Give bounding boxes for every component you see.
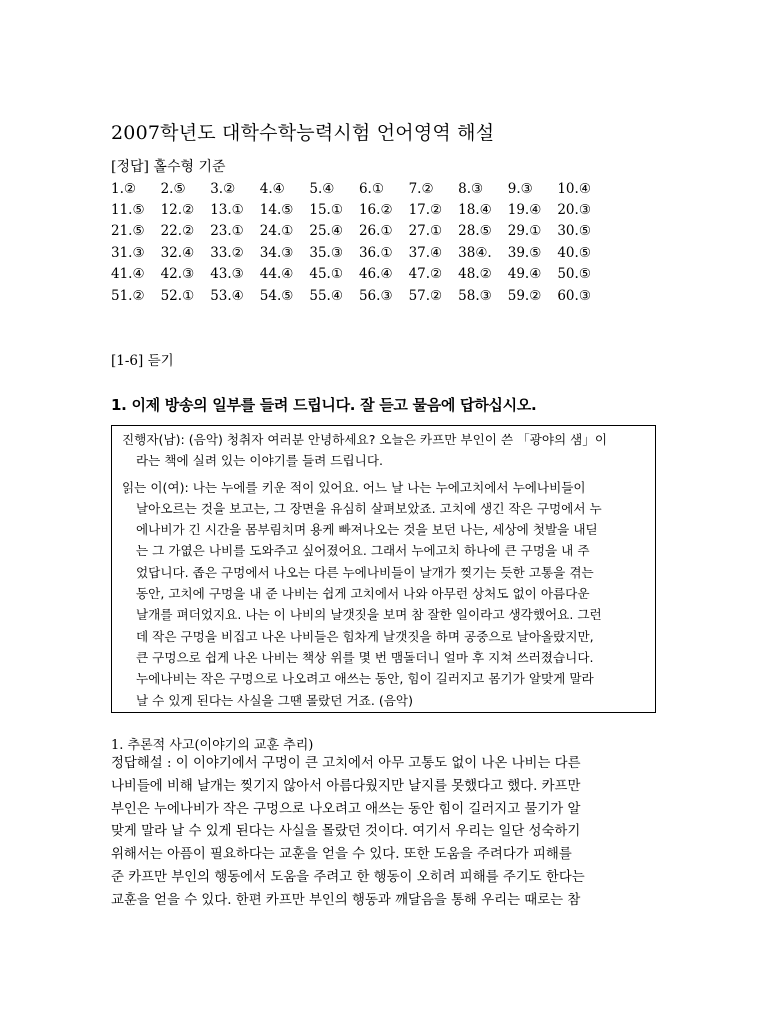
answer-cell: 13.① [210,202,244,219]
passage-line: 진행자(남): (음악) 청취자 여러분 안녕하세요? 오늘은 카프만 부인이 쓴 「광야의 샘」이 [122,432,608,447]
answer-cell: 16.② [358,202,393,219]
answer-row [111,242,607,263]
answer-cell: 46.④ [358,266,393,283]
answer-cell: 51.② [111,287,145,304]
passage-line: 읽는 이(여): 나는 누에를 키운 적이 있어요. 어느 날 나는 누에고치에서 누에나비들이 [122,479,586,495]
answer-cell: 41.④ [111,266,145,283]
answer-cell: 15.① [309,202,343,219]
answer-cell: 3.② [210,180,236,197]
answer-cell: 47.② [408,266,443,283]
answer-cell: 60.③ [557,287,591,304]
answer-cell: 18.④ [458,202,492,219]
explanation-line: 준 카프만 부인의 행동에서 도움을 주려고 한 행동이 오히려 피해를 주기도 한다는 [111,869,585,885]
passage-line: 큰 구멍으로 쉽게 나온 나비는 책상 위를 몇 번 맴돌더니 얼마 후 지쳐 쓰러졌습니다. [136,649,594,665]
answer-cell: 24.① [259,223,294,240]
answer-cell: 14.⑤ [259,202,294,219]
answer-cell: 44.④ [259,266,294,283]
answer-cell: 10.④ [557,180,591,197]
answer-row [111,199,607,220]
answer-cell: 57.② [408,287,443,304]
answer-cell: 40.⑤ [557,244,591,261]
passage-box [111,425,656,713]
answer-cell: 45.① [309,266,343,283]
answer-cell: 9.③ [507,180,533,197]
answer-cell: 43.③ [210,266,244,283]
answer-cell: 49.④ [507,266,542,283]
answer-row [111,285,607,306]
answer-cell: 7.② [408,180,434,197]
answer-cell: 28.⑤ [458,223,492,240]
passage-paragraph-reader [122,477,647,711]
answer-row [111,221,607,242]
answer-cell: 48.② [458,266,492,283]
answer-cell: 55.④ [309,287,343,304]
answer-row [111,178,607,199]
answer-cell: 1.② [111,180,136,197]
explanation-line: 위해서는 아픔이 필요하다는 교훈을 얻을 수 있다. 또한 도움을 주려다가 피해를 [111,847,572,863]
explanation-heading: 1. 추론적 사고(이야기의 교훈 추리) [111,738,314,753]
answer-cell: 6.① [358,180,384,197]
explanation-line: 정답해설 : 이 이야기에서 구멍이 큰 고치에서 아무 고통도 없이 나온 나비는 다른 [111,756,581,771]
passage-line: 에나비가 긴 시간을 몸부림치며 용케 빠져나오는 것을 보던 나는, 세상에 첫발을 내딛 [136,522,598,538]
explanation-line: 나비들에 비해 날개는 찢기지 않아서 아름다웠지만 날지를 못했다고 했다. 카프만 [111,778,581,794]
answer-cell: 26.① [358,223,393,240]
passage-line: 날개를 펴더었지요. 나는 이 나비의 날갯짓을 보며 참 잘한 일이라고 생각했어요. 그런 [136,607,602,623]
section-label: [1-6] 듣기 [111,353,174,369]
answer-cell: 35.③ [309,244,343,261]
answer-cell: 34.③ [259,244,294,261]
answer-cell: 8.③ [458,180,484,197]
answer-cell: 20.③ [557,202,591,219]
answer-cell: 11.⑤ [111,202,145,219]
answer-cell: 56.③ [358,287,393,304]
question-heading: 1. 이제 방송의 일부를 들려 드립니다. 잘 듣고 물음에 답하십시오. [111,396,537,414]
explanation-line: 교훈을 얻을 수 있다. 한편 카프만 부인의 행동과 깨달음을 통해 우리는 때로는 참 [111,892,581,908]
passage-line: 라는 책에 실려 있는 이야기를 들려 드립니다. [136,453,384,469]
answer-cell: 37.④ [408,244,443,261]
answer-cell: 52.① [160,287,195,304]
passage-line: 날 수 있게 된다는 사실을 그땐 몰랐던 거죠. (음악) [136,692,414,708]
answer-cell: 33.② [210,244,244,261]
answer-cell: 36.① [358,244,393,261]
answer-cell: 32.④ [160,244,195,261]
answer-key-label: [정답] 홀수형 기준 [111,159,226,175]
answer-cell: 29.① [507,223,542,240]
answer-cell: 42.③ [160,266,195,283]
answer-key-grid [111,178,607,306]
answer-cell: 21.⑤ [111,223,145,240]
explanation-body [111,753,657,913]
answer-cell: 31.③ [111,244,145,261]
answer-cell: 4.④ [259,180,285,197]
passage-line: 었답니다. 좁은 구멍에서 나오는 다른 누에나비들이 날개가 찢기는 듯한 고통을 겪는 [136,564,594,580]
answer-cell: 53.④ [210,287,244,304]
answer-cell: 59.② [507,287,542,304]
passage-line: 동안, 고치에 구멍을 내 준 나비는 쉽게 고치에서 나와 아무런 상처도 없이 아름다운 [136,586,590,602]
answer-cell: 25.④ [309,223,343,240]
explanation-line: 부인은 누에나비가 작은 구멍으로 나오려고 애쓰는 동안 힘이 길러지고 물기가 알 [111,801,581,817]
answer-cell: 12.② [160,202,195,219]
answer-cell: 54.⑤ [259,287,294,304]
passage-line: 누에나비는 작은 구멍으로 나오려고 애쓰는 동안, 힘이 길러지고 몸기가 알맞게 말라 [136,671,594,687]
answer-row [111,264,607,285]
answer-cell: 19.④ [507,202,542,219]
answer-cell: 17.② [408,202,443,219]
answer-cell: 58.③ [458,287,492,304]
answer-cell: 50.⑤ [557,266,591,283]
answer-cell: 27.① [408,223,443,240]
passage-line: 날아오르는 것을 보고는, 그 장면을 유심히 살펴보았죠. 고치에 생긴 작은 구멍에서 누 [136,500,602,516]
explanation-line: 맞게 말라 날 수 있게 된다는 사실을 몰랐던 것이다. 여기서 우리는 일단 성숙하기 [111,824,581,840]
page-title: 2007학년도 대학수학능력시험 언어영역 해설 [111,122,495,144]
answer-cell: 2.⑤ [160,180,186,197]
passage-line: 는 그 가엾은 나비를 도와주고 싶어졌어요. 그래서 누에고치 하나에 큰 구멍을 내 주 [136,543,590,559]
passage-line: 데 작은 구멍을 비집고 나온 나비들은 힘차게 날갯짓을 하며 공중으로 날아올랐지만, [136,628,594,644]
passage-paragraph-host [122,429,647,472]
answer-cell: 38④. [458,244,492,261]
answer-cell: 23.① [210,223,244,240]
answer-cell: 22.② [160,223,195,240]
answer-cell: 39.⑤ [507,244,542,261]
answer-cell: 5.④ [309,180,335,197]
answer-cell: 30.⑤ [557,223,591,240]
